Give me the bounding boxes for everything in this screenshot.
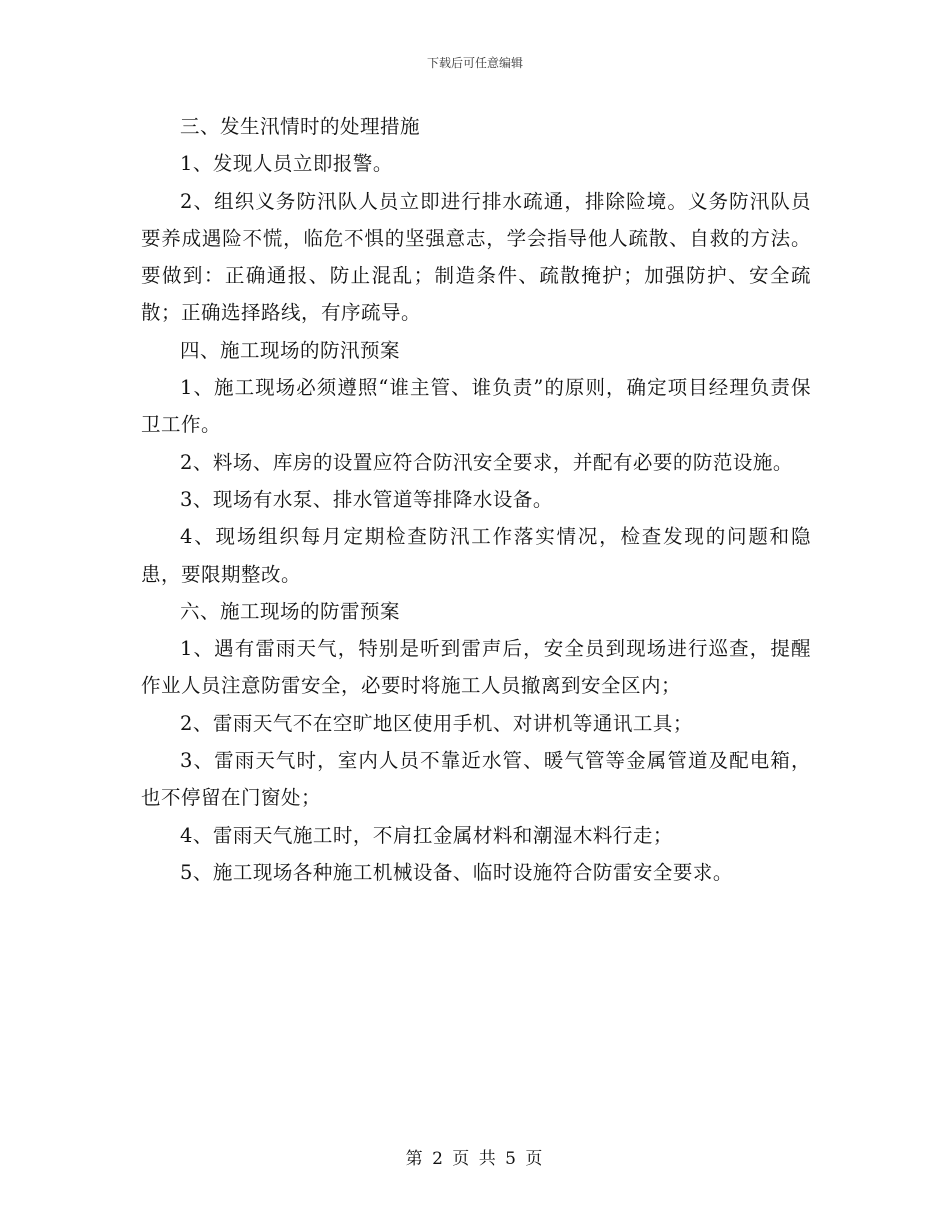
paragraph: 2、雷雨天气不在空旷地区使用手机、对讲机等通讯工具； [180,711,693,735]
section-heading-lightning-plan: 六、施工现场的防雷预案 [180,599,401,623]
document-body [141,108,811,891]
paragraph: 4、雷雨天气施工时，不肩扛金属材料和潮湿木料行走； [180,823,673,847]
section-heading-flood-response: 三、发生汛情时的处理措施 [180,115,421,138]
section-heading-flood-plan: 四、施工现场的防汛预案 [180,338,401,362]
paragraph: 1、发现人员立即报警。 [180,152,393,176]
paragraph: 1、遇有雷雨天气，特别是听到雷声后，安全员到现场进行巡查，提醒作业人员注意防雷安全，必要时将施工人员撤离到安全区内； [141,637,811,698]
page-number-footer: 第 2 页 共 5 页 [405,1149,545,1169]
paragraph: 5、施工现场各种施工机械设备、临时设施符合防雷安全要求。 [180,860,733,884]
paragraph: 3、现场有水泵、排水管道等排降水设备。 [180,487,553,511]
paragraph: 2、料场、库房的设置应符合防汛安全要求，并配有必要的防范设施。 [180,450,793,474]
paragraph: 2、组织义务防汛队人员立即进行排水疏通，排除险境。义务防汛队员要养成遇险不慌，临危不惧的坚强意志，学会指导他人疏散、自救的方法。要做到：正确通报、防止混乱；制造条件、疏散掩护；加强防护、安全疏散；正确选择路线，有序疏导。 [141,189,811,325]
paragraph: 3、雷雨天气时，室内人员不靠近水管、暖气管等金属管道及配电箱，也不停留在门窗处； [141,749,811,810]
paragraph: 1、施工现场必须遵照“谁主管、谁负责”的原则，确定项目经理负责保卫工作。 [141,376,811,437]
page-header: 下载后可任意编辑 [426,56,523,70]
paragraph: 4、现场组织每月定期检查防汛工作落实情况，检查发现的问题和隐患，要限期整改。 [141,525,811,586]
